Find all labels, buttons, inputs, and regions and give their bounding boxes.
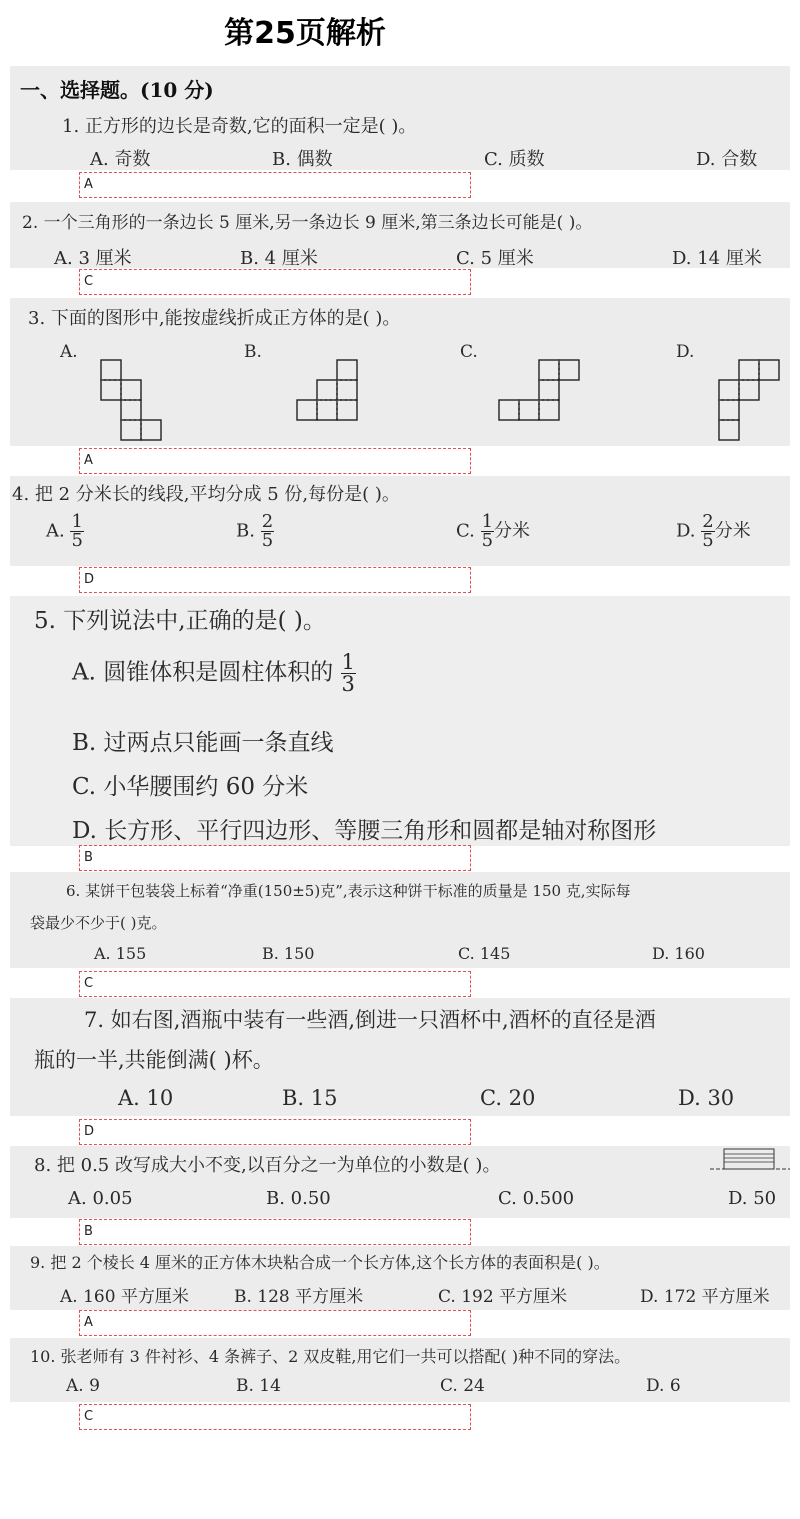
q2-option-a: A. 3 厘米 xyxy=(54,248,132,269)
q9-option-b: B. 128 平方厘米 xyxy=(234,1287,364,1307)
q2-option-d: D. 14 厘米 xyxy=(672,248,762,269)
q4-option-c-fraction: $\frac{1}{5}$ xyxy=(481,511,494,551)
q9-option-a: A. 160 平方厘米 xyxy=(60,1287,189,1307)
cube-net-a xyxy=(96,355,166,445)
q5-answer-box: B xyxy=(79,845,471,871)
q5-option-b: B. 过两点只能画一条直线 xyxy=(72,730,334,756)
q8-answer-box: B xyxy=(79,1219,471,1245)
q4-answer-box: D xyxy=(79,567,471,593)
q1-option-c: C. 质数 xyxy=(484,149,545,170)
q6-stem-line1: 6. 某饼干包装袋上标着“净重(150±5)克”,表示这种饼干标准的质量是 150 克,实际每 xyxy=(66,882,631,900)
q2-answer-box: C xyxy=(79,269,471,295)
q10-stem: 10. 张老师有 3 件衬衫、4 条裤子、2 双皮鞋,用它们一共可以搭配( )种不同的穿法。 xyxy=(30,1347,631,1366)
q9-stem: 9. 把 2 个棱长 4 厘米的正方体木块粘合成一个长方体,这个长方体的表面积是( )。 xyxy=(30,1253,610,1272)
q8-option-b: B. 0.50 xyxy=(266,1188,331,1209)
q4-option-b xyxy=(236,513,274,550)
q10-option-b: B. 14 xyxy=(236,1376,281,1396)
q3-option-c: C. xyxy=(460,342,478,362)
q7-option-a: A. 10 xyxy=(118,1086,174,1110)
q4-option-a-fraction: $\frac{1}{5}$ xyxy=(71,511,83,551)
q10-option-a: A. 9 xyxy=(66,1376,100,1396)
q8-stem: 8. 把 0.5 改写成大小不变,以百分之一为单位的小数是( )。 xyxy=(34,1155,501,1176)
q4-stem: 4. 把 2 分米长的线段,平均分成 5 份,每份是( )。 xyxy=(12,484,400,505)
q4-option-a xyxy=(46,513,84,550)
q6-option-a: A. 155 xyxy=(94,944,147,963)
q5-option-c: C. 小华腰围约 60 分米 xyxy=(72,774,309,800)
q5-option-a-label: A. 圆锥体积是圆柱体积的 xyxy=(72,659,334,686)
q1-stem: 1. 正方形的边长是奇数,它的面积一定是( )。 xyxy=(62,116,417,137)
q8-option-c: C. 0.500 xyxy=(498,1188,575,1209)
q1-answer-box: A xyxy=(79,172,471,198)
cube-net-d xyxy=(714,355,784,445)
q4-option-b-label: B. xyxy=(236,520,255,542)
q7-option-d: D. 30 xyxy=(678,1086,735,1110)
q1-option-a: A. 奇数 xyxy=(90,149,151,170)
q3-option-d: D. xyxy=(676,342,695,362)
q3-option-b: B. xyxy=(244,342,262,362)
q1-option-b: B. 偶数 xyxy=(272,149,333,170)
q6-stem-line2: 袋最少不少于( )克。 xyxy=(30,914,167,932)
q2-stem: 2. 一个三角形的一条边长 5 厘米,另一条边长 9 厘米,第三条边长可能是( )。 xyxy=(22,213,593,233)
q6-option-c: C. 145 xyxy=(458,944,511,963)
q1-option-d: D. 合数 xyxy=(696,149,758,170)
q2-option-b: B. 4 厘米 xyxy=(240,248,318,269)
q10-option-c: C. 24 xyxy=(440,1376,485,1396)
q6-option-d: D. 160 xyxy=(652,944,705,963)
q5-option-a xyxy=(72,652,356,695)
q7-answer-box: D xyxy=(79,1119,471,1145)
cube-net-c xyxy=(494,355,584,425)
q4-option-c-unit: 分米 xyxy=(494,520,531,542)
q4-option-d-unit: 分米 xyxy=(714,520,751,542)
q4-option-b-fraction: $\frac{2}{5}$ xyxy=(261,511,274,551)
q4-option-d-label: D. xyxy=(676,520,696,542)
q6-option-b: B. 150 xyxy=(262,944,315,963)
bottle-figure-icon xyxy=(708,1146,792,1174)
q4-option-c-label: C. xyxy=(456,520,475,542)
q8-option-d: D. 50 xyxy=(728,1188,777,1209)
q8-option-a: A. 0.05 xyxy=(68,1188,133,1209)
q5-option-d: D. 长方形、平行四边形、等腰三角形和圆都是轴对称图形 xyxy=(72,818,657,844)
q5-stem: 5. 下列说法中,正确的是( )。 xyxy=(34,608,326,634)
q10-answer-box: C xyxy=(79,1404,471,1430)
cube-net-b xyxy=(292,355,362,425)
page-title: 第25页解析 xyxy=(224,16,386,51)
q7-stem-line1: 7. 如右图,酒瓶中装有一些酒,倒进一只酒杯中,酒杯的直径是酒 xyxy=(84,1008,656,1032)
q7-stem-line2: 瓶的一半,共能倒满( )杯。 xyxy=(34,1048,274,1072)
q9-option-d: D. 172 平方厘米 xyxy=(640,1287,770,1307)
q3-answer-box: A xyxy=(79,448,471,474)
q9-option-c: C. 192 平方厘米 xyxy=(438,1287,568,1307)
q10-option-d: D. 6 xyxy=(646,1376,681,1396)
q3-stem: 3. 下面的图形中,能按虚线折成正方体的是( )。 xyxy=(28,308,401,329)
q9-answer-box: A xyxy=(79,1310,471,1336)
q3-option-a: A. xyxy=(60,342,78,362)
q7-option-c: C. 20 xyxy=(480,1086,536,1110)
q6-answer-box: C xyxy=(79,971,471,997)
q4-option-a-label: A. xyxy=(46,520,65,542)
q4-option-d xyxy=(676,513,751,550)
q5-option-a-fraction: $\frac{1}{3}$ xyxy=(341,650,355,696)
q4-option-c xyxy=(456,513,530,550)
q4-option-d-fraction: $\frac{2}{5}$ xyxy=(702,511,714,551)
q7-option-b: B. 15 xyxy=(282,1086,338,1110)
section-heading: 一、选择题。(10 分) xyxy=(20,78,214,102)
q2-option-c: C. 5 厘米 xyxy=(456,248,534,269)
